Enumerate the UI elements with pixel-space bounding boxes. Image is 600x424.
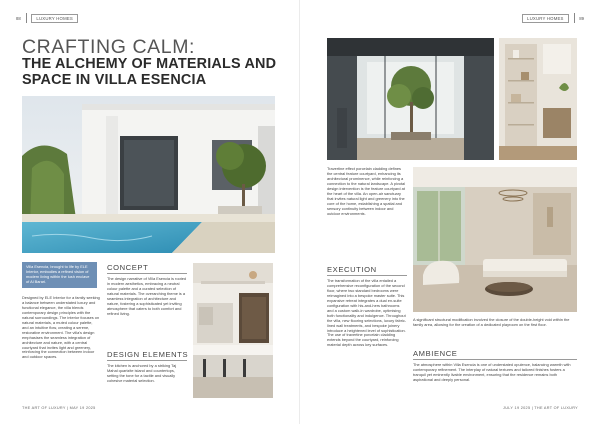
courtyard-photo (327, 38, 494, 160)
ambience-heading: AMBIENCE (413, 349, 458, 358)
page-number: 88 (16, 15, 21, 21)
execution-heading: EXECUTION (327, 265, 377, 274)
header-divider (26, 13, 27, 23)
ambience-rule (413, 359, 577, 360)
concept-rule (107, 273, 187, 274)
concept-paragraph: The design narrative of Villa Esencia is rooted in modern aesthetics, embracing a neutral colour palette and a curated selection of natural materials. The overarching theme is a seamless integration of architecture and nature, fostering a sophisticated yet inviting atmosphere that caters to both comfort and refined living. (107, 276, 187, 316)
execution-rule (327, 275, 407, 276)
living-room-photo (413, 167, 577, 312)
left-footer: THE ART OF LUXURY | MAY 19 2025 (22, 406, 96, 410)
article-title-bold: THE ALCHEMY OF MATERIALS AND SPACE IN VILLA ESENCIA (22, 56, 277, 89)
joinery-shelves-photo (499, 38, 577, 160)
kitchen-photo (193, 263, 273, 398)
living-room-caption: A significant structural modification involved the closure of the double-height void within the family area, allowing for the creation of a dedicated playroom on the first floor. (413, 317, 570, 327)
intro-paragraph: Designed by ELE Interior for a family seeking a balance between understated luxury and functional elegance, the villa blends contemporary design principles with the natural surroundings. The interior focuses on natural materials, a muted colour palette, and an intuitive flow, creating a serene, restorative environment. The villa's design emphasises the seamless integration of architecture and nature, with a central courtyard that invites light and greenery, reinforcing the connection between indoor and outdoor spaces. (22, 295, 100, 360)
execution-paragraph: The transformation of the villa entailed a comprehensive reconfiguration of the second floor, where two standard bedrooms were reimagined into a bespoke master suite. This expansive retreat integrates a dual en-suite configuration with his-and-hers bathrooms and a custom walk-in wardrobe, optimising both functionality and indulgence. Throughout the villa, new flooring selections, luxury fabric-lined wall treatments, and bespoke joinery introduce a heightened level of sophistication. The use of travertine porcelain cladding extends beyond the courtyard, reinforcing material depth across key surfaces. (327, 278, 407, 348)
page-number: 89 (579, 15, 584, 21)
article-title-light: CRAFTING CALM: (22, 36, 196, 58)
hero-caption: Villa Esencia, brought to life by ELE Interior, embodies a refined vision of modern living within the lush enclave of Al Barari. (22, 262, 97, 288)
villa-exterior-pool-photo (22, 96, 275, 253)
left-header (16, 13, 78, 23)
section-tag: LUXURY HOMES (522, 14, 569, 23)
right-header (522, 13, 584, 23)
section-tag: LUXURY HOMES (31, 14, 78, 23)
concept-heading: CONCEPT (107, 263, 149, 272)
right-footer: JULY 19 2025 | THE ART OF LUXURY (503, 406, 578, 410)
ambience-paragraph: The atmosphere within Villa Esencia is one of understated opulence, balancing warmth with contemporary refinement. The interplay of natural textures and tailored finishes fosters a tranquil yet eminently livable environment, ensuring that the residence remains both aspirational and deeply personal. (413, 362, 571, 382)
header-divider (574, 13, 575, 23)
design-elements-heading: DESIGN ELEMENTS (107, 350, 189, 359)
courtyard-paragraph: Travertine effect porcelain cladding defines the central feature courtyard, enhancing its architectural prominence, while reinforcing a connection to the natural landscape. A pivotal design intervention is the feature courtyard at the heart of the villa. An open-air sanctuary that invites natural light and greenery into the core of the home, establishing a spatial and sensory continuity between indoor and outdoor environments. (327, 166, 406, 216)
design-elements-rule (107, 360, 187, 361)
right-page (300, 0, 600, 424)
design-elements-paragraph: The kitchen is anchored by a striking Taj Mahal quartzite island and countertops, setting the tone for a tactile and visually cohesive material selection. (107, 363, 177, 383)
